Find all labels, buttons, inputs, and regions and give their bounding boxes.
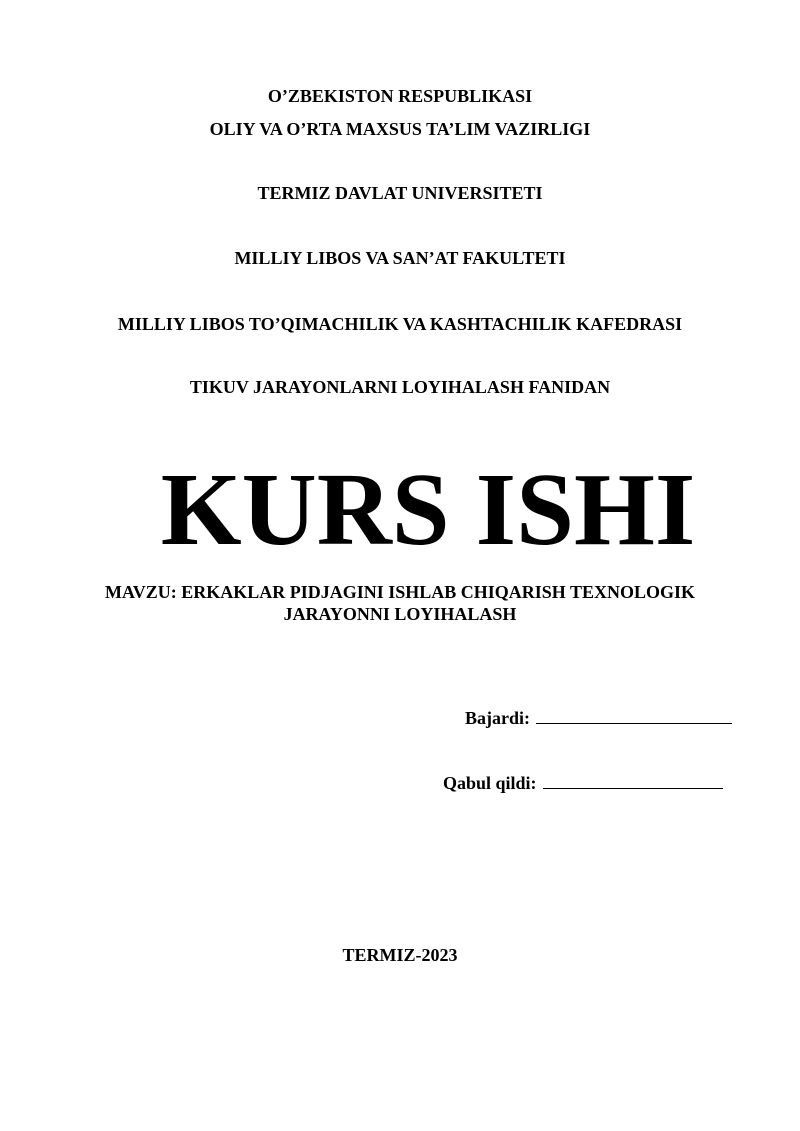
accepted-by-row: [443, 772, 723, 793]
accepted-by-label: Qabul qildi:: [443, 773, 537, 793]
topic-line-2: JARAYONNI LOYIHALASH: [283, 604, 517, 624]
faculty-heading: MILLIY LIBOS VA SAN’AT FAKULTETI: [234, 248, 566, 268]
country-heading: O’ZBEKISTON RESPUBLIKASI: [267, 86, 533, 106]
performed-by-signature-line: [536, 707, 732, 724]
ministry-heading: OLIY VA O’RTA MAXSUS TA’LIM VAZIRLIGI: [209, 119, 591, 139]
city-year-footer: TERMIZ-2023: [342, 945, 458, 965]
performed-by-label: Bajardi:: [465, 708, 530, 728]
subject-heading: TIKUV JARAYONLARNI LOYIHALASH FANIDAN: [189, 377, 611, 397]
accepted-by-signature-line: [543, 772, 723, 789]
department-heading: MILLIY LIBOS TO’QIMACHILIK VA KASHTACHILIK KAFEDRASI: [117, 314, 683, 334]
university-heading: TERMIZ DAVLAT UNIVERSITETI: [257, 183, 543, 203]
document-title: KURS ISHI: [160, 452, 696, 567]
topic-line-1: MAVZU: ERKAKLAR PIDJAGINI ISHLAB CHIQARISH TEXNOLOGIK: [105, 582, 695, 602]
performed-by-row: [465, 707, 732, 728]
